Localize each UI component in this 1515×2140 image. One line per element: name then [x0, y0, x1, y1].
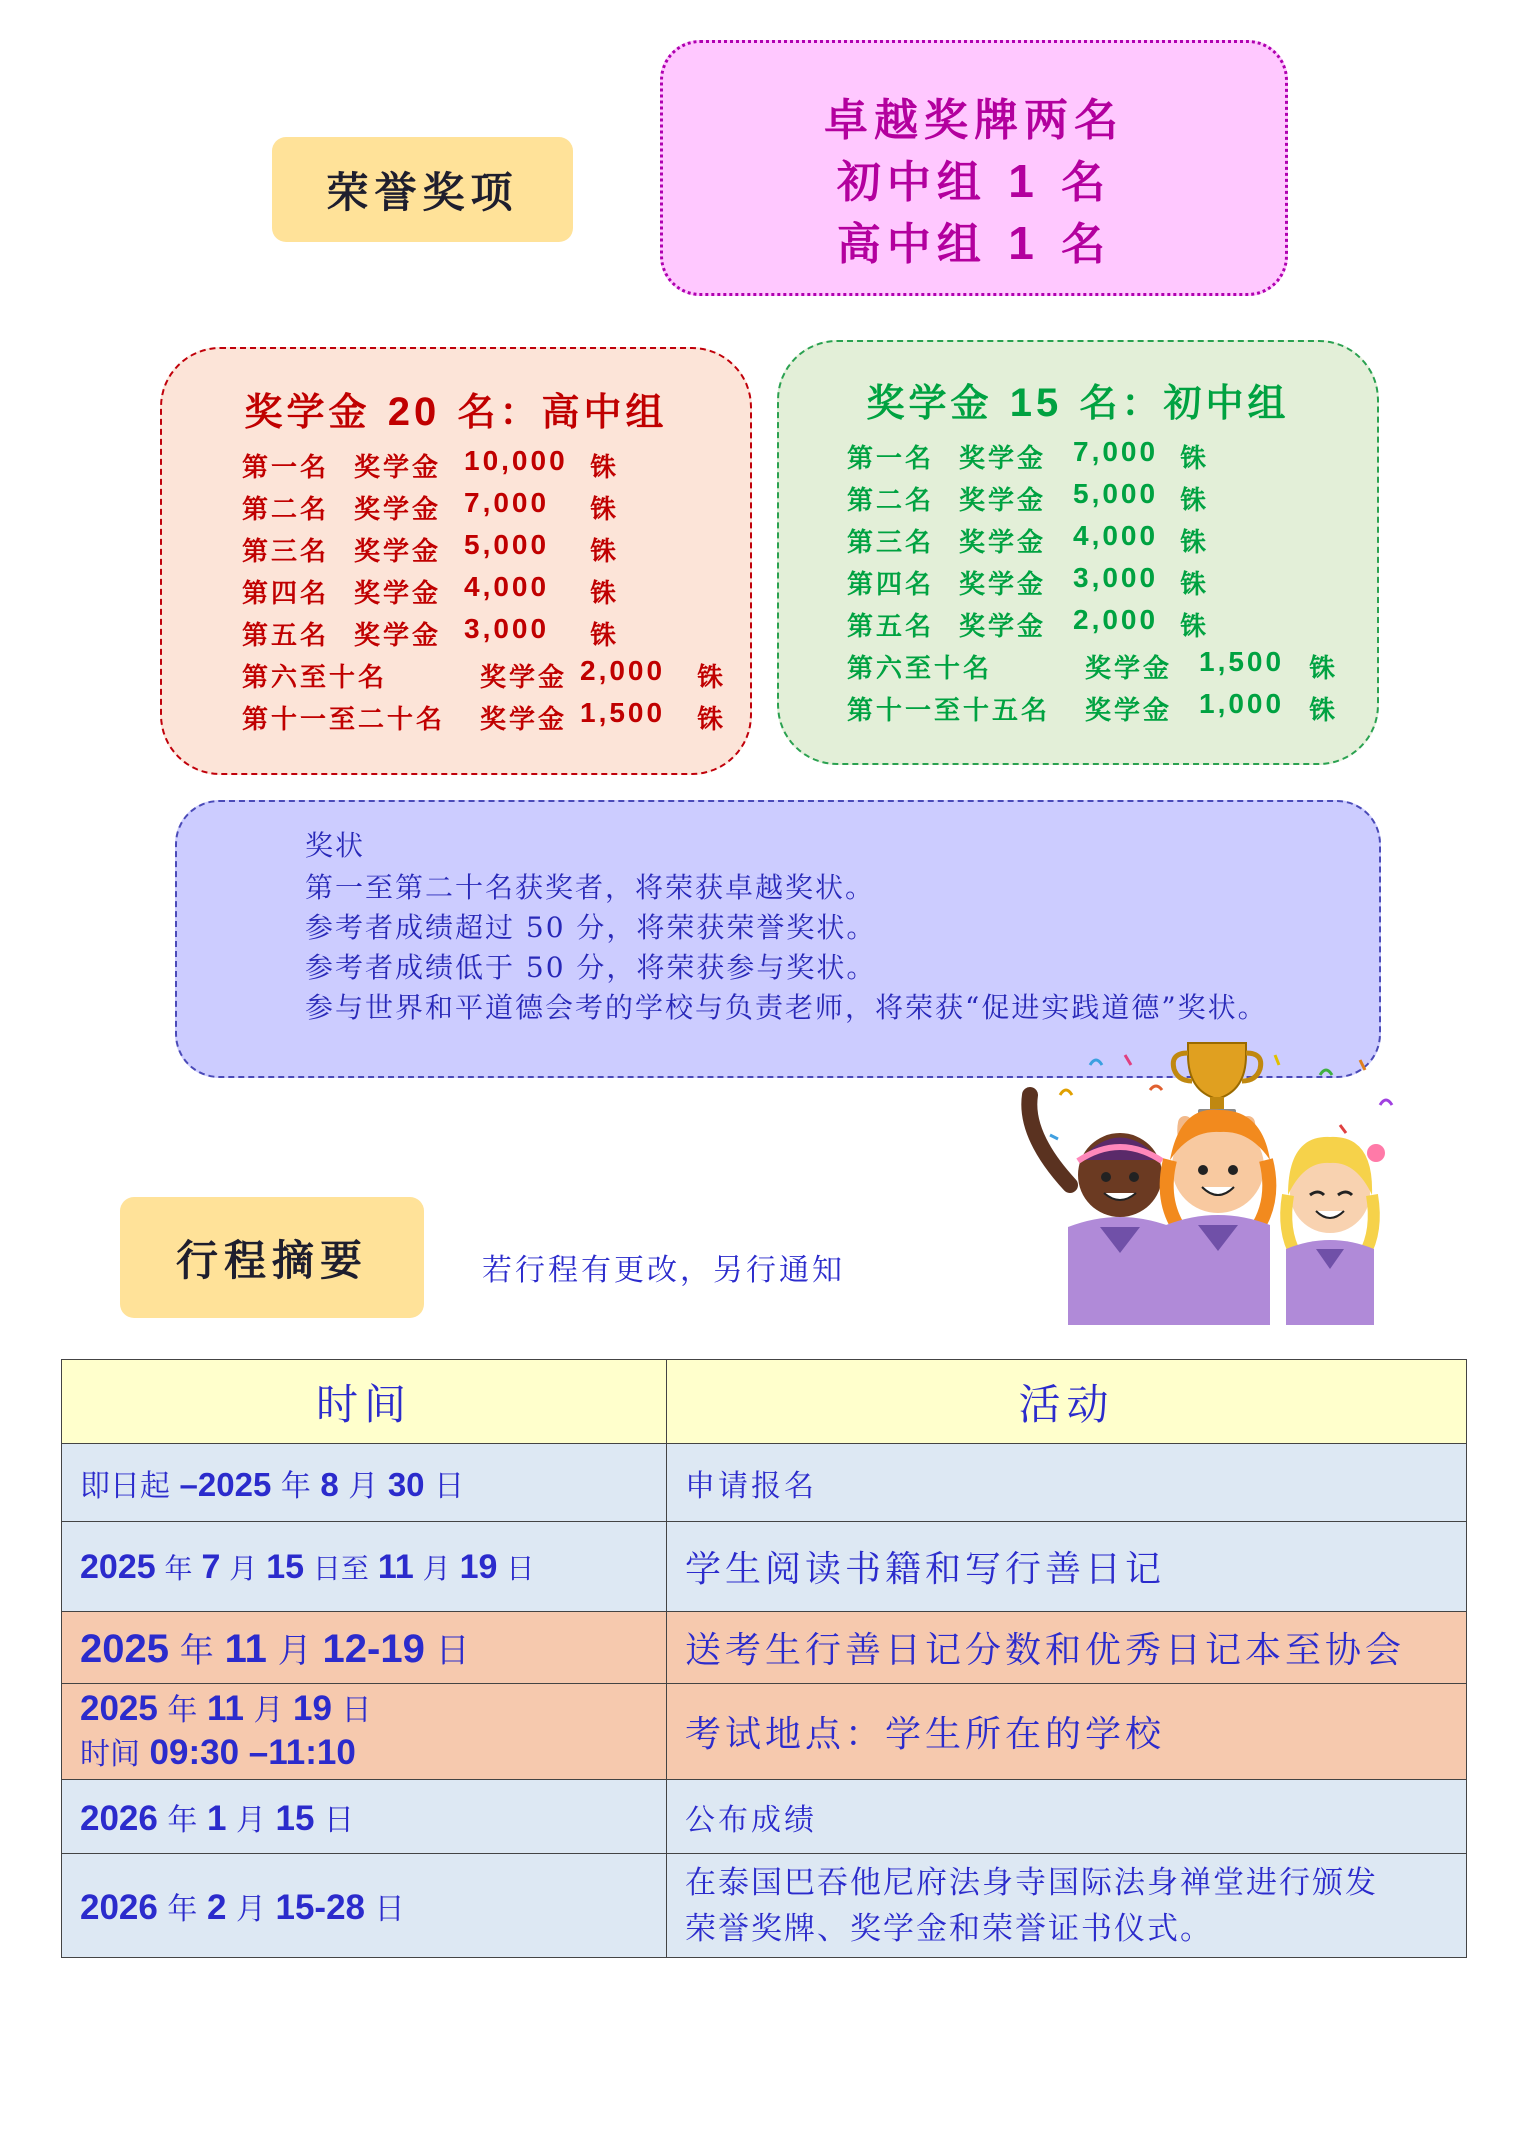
column-header-time: 时间 [62, 1360, 667, 1444]
table-row [62, 1522, 1467, 1612]
column-header-activity: 活动 [667, 1360, 1467, 1444]
scholarship-rank: 第六至十名 [847, 654, 993, 684]
scholarship-rank: 第三名 [847, 528, 935, 558]
junior-scholarship-title: 奖学金 15 名：初中组 [866, 380, 1290, 425]
scholarship-rank: 第十一至二十名 [242, 705, 446, 735]
scholarship-amount: 2,000 [580, 655, 666, 686]
scholarship-amount: 7,000 [1073, 436, 1159, 467]
scholarship-rank: 第一名 [242, 453, 330, 483]
scholarship-amount: 1,500 [580, 697, 666, 728]
scholarship-unit: 铢 [590, 579, 620, 609]
scholarship-rank: 第四名 [847, 570, 935, 600]
activity-cell: 申请报名 [667, 1444, 1467, 1522]
activity-cell: 考试地点：学生所在的学校 [667, 1684, 1467, 1780]
scholarship-rank: 第二名 [242, 495, 330, 525]
scholarship-label: 奖学金 [480, 705, 568, 735]
scholarship-label: 奖学金 [1085, 654, 1173, 684]
time-cell: 2025 年 11 月 19 日 时间 09:30 –11:10 [62, 1684, 667, 1780]
time-cell: 2026 年 2 月 15-28 日 [62, 1854, 667, 1958]
schedule-table [61, 1359, 1467, 1958]
scholarship-label: 奖学金 [959, 570, 1047, 600]
time-cell: 2026 年 1 月 15 日 [62, 1780, 667, 1854]
scholarship-unit: 铢 [697, 705, 727, 735]
scholarship-rank: 第一名 [847, 444, 935, 474]
scholarship-amount: 5,000 [1073, 478, 1159, 509]
scholarship-rank: 第二名 [847, 486, 935, 516]
activity-cell: 学生阅读书籍和写行善日记 [667, 1522, 1467, 1612]
scholarship-unit: 铢 [590, 621, 620, 651]
scholarship-label: 奖学金 [959, 612, 1047, 642]
scholarship-rank: 第五名 [847, 612, 935, 642]
scholarship-unit: 铢 [590, 453, 620, 483]
scholarship-label: 奖学金 [354, 537, 442, 567]
scholarship-unit: 铢 [1309, 654, 1339, 684]
scholarship-amount: 3,000 [1073, 562, 1159, 593]
table-row [62, 1780, 1467, 1854]
scholarship-rank: 第四名 [242, 579, 330, 609]
activity-cell: 在泰国巴吞他尼府法身寺国际法身禅堂进行颁发 荣誉奖牌、奖学金和荣誉证书仪式。 [667, 1854, 1467, 1958]
scholarship-unit: 铢 [590, 495, 620, 525]
scholarship-amount: 10,000 [464, 445, 568, 476]
scholarship-amount: 2,000 [1073, 604, 1159, 635]
scholarship-unit: 铢 [1309, 696, 1339, 726]
scholarship-label: 奖学金 [354, 495, 442, 525]
scholarship-amount: 7,000 [464, 487, 550, 518]
certificates-line: 参与世界和平道德会考的学校与负责老师，将荣获“促进实践道德”奖状。 [305, 991, 1268, 1024]
medals-line3: 高中组 1 名 [836, 217, 1112, 270]
medals-line2: 初中组 1 名 [836, 155, 1112, 208]
scholarship-label: 奖学金 [480, 663, 568, 693]
scholarship-label: 奖学金 [959, 486, 1047, 516]
senior-scholarship-title: 奖学金 20 名：高中组 [244, 389, 668, 434]
schedule-note: 若行程有更改，另行通知 [482, 1253, 845, 1288]
scholarship-unit: 铢 [1180, 528, 1210, 558]
scholarship-label: 奖学金 [354, 453, 442, 483]
time-cell: 即日起 –2025 年 8 月 30 日 [62, 1444, 667, 1522]
table-row [62, 1684, 1467, 1780]
scholarship-rank: 第六至十名 [242, 663, 388, 693]
table-row [62, 1444, 1467, 1522]
honors-title: 荣誉奖项 [272, 137, 573, 242]
medals-box [660, 40, 1288, 296]
scholarship-label: 奖学金 [959, 444, 1047, 474]
certificates-title: 奖状 [305, 829, 366, 862]
medals-line1: 卓越奖牌两名 [824, 95, 1124, 146]
certificates-line: 参考者成绩超过 50 分，将荣获荣誉奖状。 [305, 911, 877, 944]
table-header-row [62, 1360, 1467, 1444]
scholarship-label: 奖学金 [1085, 696, 1173, 726]
scholarship-unit: 铢 [1180, 570, 1210, 600]
scholarship-label: 奖学金 [354, 621, 442, 651]
scholarship-amount: 4,000 [1073, 520, 1159, 551]
time-cell: 2025 年 7 月 15 日至 11 月 19 日 [62, 1522, 667, 1612]
scholarship-unit: 铢 [1180, 486, 1210, 516]
kids-trophy-illustration [1020, 1035, 1420, 1325]
certificates-line: 第一至第二十名获奖者，将荣获卓越奖状。 [305, 871, 876, 904]
scholarship-rank: 第三名 [242, 537, 330, 567]
senior-scholarship-box [160, 347, 752, 775]
schedule-title: 行程摘要 [120, 1197, 424, 1318]
table-row [62, 1854, 1467, 1958]
scholarship-unit: 铢 [1180, 444, 1210, 474]
time-cell: 2025 年 11 月 12-19 日 [62, 1612, 667, 1684]
scholarship-amount: 4,000 [464, 571, 550, 602]
scholarship-amount: 5,000 [464, 529, 550, 560]
activity-cell: 公布成绩 [667, 1780, 1467, 1854]
scholarship-label: 奖学金 [959, 528, 1047, 558]
scholarship-amount: 1,500 [1199, 646, 1285, 677]
scholarship-unit: 铢 [1180, 612, 1210, 642]
scholarship-unit: 铢 [590, 537, 620, 567]
scholarship-amount: 3,000 [464, 613, 550, 644]
certificates-line: 参考者成绩低于 50 分，将荣获参与奖状。 [305, 951, 877, 984]
activity-cell: 送考生行善日记分数和优秀日记本至协会 [667, 1612, 1467, 1684]
scholarship-label: 奖学金 [354, 579, 442, 609]
junior-scholarship-box [777, 340, 1379, 765]
scholarship-unit: 铢 [697, 663, 727, 693]
scholarship-amount: 1,000 [1199, 688, 1285, 719]
table-row [62, 1612, 1467, 1684]
scholarship-rank: 第十一至十五名 [847, 696, 1051, 726]
scholarship-rank: 第五名 [242, 621, 330, 651]
